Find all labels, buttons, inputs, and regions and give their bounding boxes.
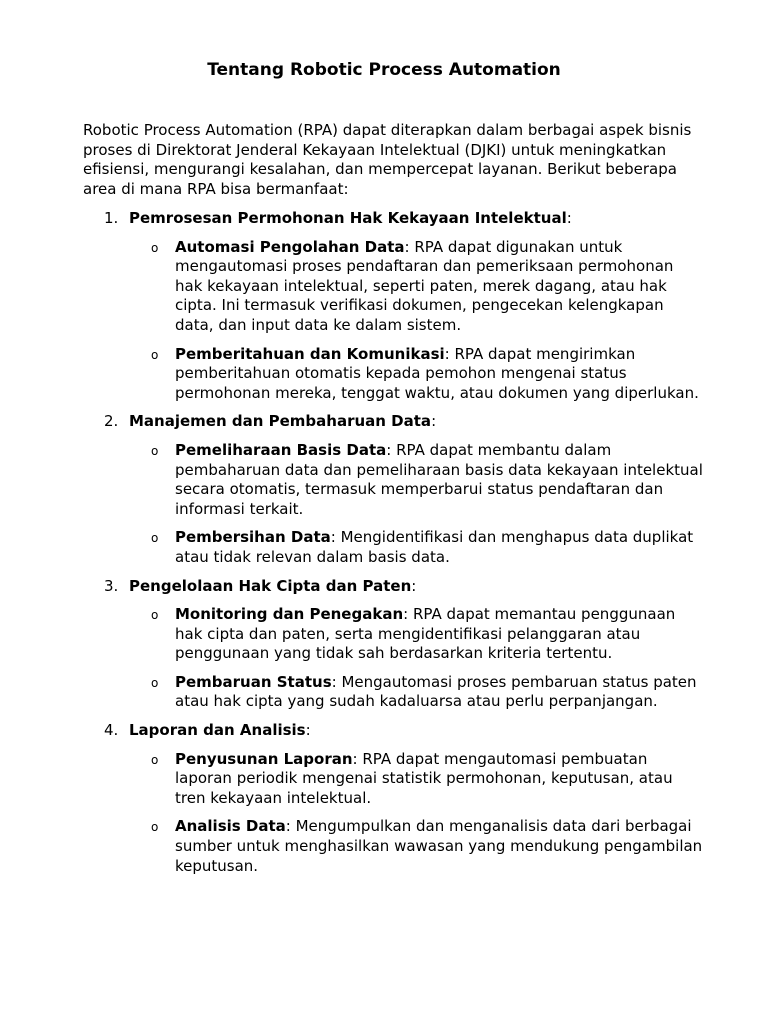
section-number: 1. <box>104 209 119 227</box>
item-term: Analisis Data <box>175 817 286 836</box>
bullet-icon: o <box>151 608 159 623</box>
section-number: 3. <box>104 576 119 595</box>
section-heading-text: Manajemen dan Pembaharuan Data <box>129 412 432 431</box>
sub-list <box>83 238 703 404</box>
bullet-icon: o <box>151 531 159 546</box>
list-item <box>83 238 703 336</box>
item-text: : Mengumpulkan dan menganalisis data dari berbagai sumber untuk menghasilkan wawasan yang mendukung pengambilan keputusan. <box>175 817 703 875</box>
list-section <box>83 209 703 403</box>
item-text: : RPA dapat digunakan untuk mengautomasi proses pendaftaran dan pemeriksaan permohonan hak kekayaan intelektual, seperti paten, merek dagang, atau hak cipta. Ini termasuk verifikasi dokumen, pengecekan kelengkapan data, dan input data ke dalam sistem. <box>175 237 674 334</box>
section-heading: 3. Pengelolaan Hak Cipta dan Paten: <box>104 576 417 595</box>
item-text: : RPA dapat mengirimkan pemberitahuan otomatis kepada pemohon mengenai status permohonan mereka, tenggat waktu, atau dokumen yang diperlukan. <box>175 344 699 402</box>
list-item <box>83 441 703 519</box>
item-term: Pembaruan Status <box>175 672 332 691</box>
page-title: Tentang Robotic Process Automation <box>207 60 561 80</box>
list-item <box>83 605 703 664</box>
sub-list <box>83 605 703 712</box>
section-heading: 1. Pemrosesan Permohonan Hak Kekayaan Intelektual: <box>104 209 572 227</box>
section-number: 2. <box>104 412 119 431</box>
item-text: : Mengautomasi proses pembaruan status paten atau hak cipta yang sudah kadaluarsa atau perlu perpanjangan. <box>175 672 697 711</box>
section-heading: 2. Manajemen dan Pembaharuan Data: <box>104 412 437 431</box>
item-term: Monitoring dan Penegakan <box>175 605 404 624</box>
list-item <box>83 673 703 712</box>
section-number: 4. <box>104 721 119 740</box>
bullet-icon: o <box>151 675 159 690</box>
item-term: Penyusunan Laporan <box>175 749 353 768</box>
item-term: Automasi Pengolahan Data <box>175 237 405 256</box>
bullet-icon: o <box>151 752 159 767</box>
sub-list <box>83 750 703 877</box>
section-heading-text: Laporan dan Analisis <box>129 721 306 740</box>
section-heading: 4. Laporan dan Analisis: <box>104 721 311 740</box>
item-text: : RPA dapat membantu dalam pembaharuan data dan pemeliharaan basis data kekayaan intelektual secara otomatis, termasuk memperbarui status pendaftaran dan informasi terkait. <box>175 440 703 518</box>
list-item <box>83 817 703 876</box>
list-item <box>83 750 703 809</box>
item-term: Pemeliharaan Basis Data <box>175 440 387 459</box>
section-heading-text: Pemrosesan Permohonan Hak Kekayaan Intelektual <box>129 209 567 227</box>
bullet-icon: o <box>151 820 159 835</box>
list-item <box>83 345 703 404</box>
bullet-icon: o <box>151 347 159 362</box>
list-section <box>83 412 703 567</box>
list-section <box>83 721 703 876</box>
item-term: Pembersihan Data <box>175 528 331 547</box>
bullet-icon: o <box>151 443 159 458</box>
item-text: : RPA dapat mengautomasi pembuatan laporan periodik mengenai statistik permohonan, keputusan, atau tren kekayaan intelektual. <box>175 749 673 807</box>
list-section <box>83 577 703 713</box>
list-item <box>83 528 703 567</box>
item-text: : Mengidentifikasi dan menghapus data duplikat atau tidak relevan dalam basis data. <box>175 528 694 566</box>
item-term: Pemberitahuan dan Komunikasi <box>175 344 445 363</box>
section-heading-text: Pengelolaan Hak Cipta dan Paten <box>129 576 412 595</box>
bullet-icon: o <box>151 240 159 255</box>
sub-list <box>83 441 703 568</box>
item-text: : RPA dapat memantau penggunaan hak cipta dan paten, serta mengidentifikasi pelanggaran atau penggunaan yang tidak sah berdasarkan kriteria tertentu. <box>175 605 676 663</box>
numbered-list <box>83 209 703 885</box>
intro-paragraph: Robotic Process Automation (RPA) dapat diterapkan dalam berbagai aspek bisnis proses di Direktorat Jenderal Kekayaan Intelektual (DJKI) untuk meningkatkan efisiensi, mengurangi kesalahan, dan mempercepat layanan. Berikut beberapa area di mana RPA bisa bermanfaat: <box>83 121 692 198</box>
